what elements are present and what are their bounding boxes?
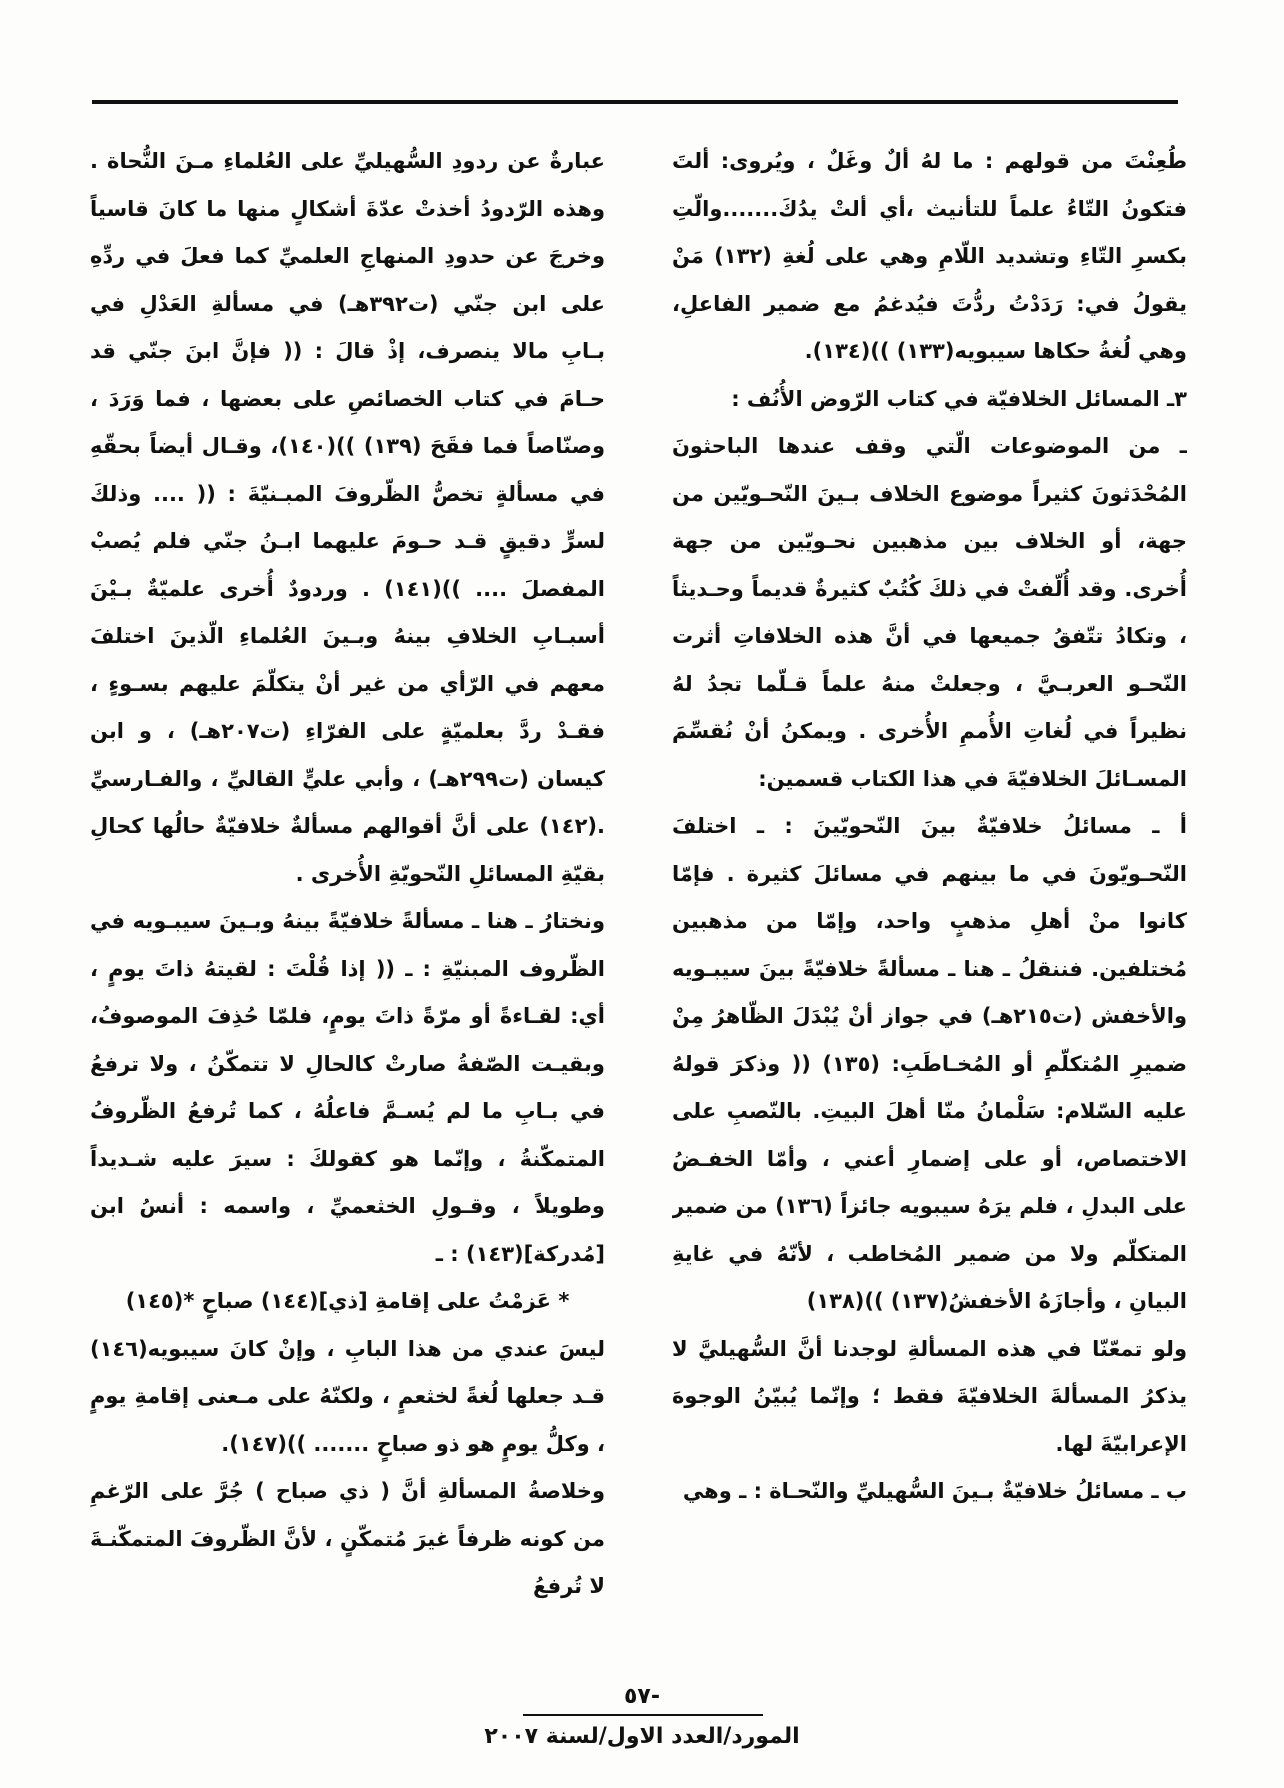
left-paragraph-2: ونختارُ ـ هنا ـ مسألةً خلافيّةً بينهُ وبـينَ سيبـويه في الظّروف المبنيّةِ : ـ (( إذا قُلْتَ : لقيتهُ ذاتَ يومٍ ، أي: لقـاءةً أو مرّةً ذاتَ يومٍ، فلمّا حُذِفَ الموصوفُ، وبقيـت الصّفةُ صارتْ كالحالِ لا تتمكّنُ ، ولا ترفعُ في بـابِ ما لم يُسـمَّ فاعلُهُ ، كما تُرفعُ الظّروفُ المتمكّنةُ ، وإنّما هو كقولكَ : سيرَ عليه شـديداً وطويلاً ، وقـولِ الخثعميِّ ، واسمه : أنسُ ابن [مُدركة](١٤٣) : ـ bbox=[90, 909, 605, 1266]
left-paragraph-3: ليسَ عندي من هذا البابِ ، وإنْ كانَ سيبويه(١٤٦) قـد جعلها لُغةً لخثعمٍ ، ولكنّهُ على مـعنى إقامةِ يومٍ ، وكلُّ يومٍ هو ذو صباحٍ ....... ))(١٤٧). bbox=[90, 1336, 605, 1456]
section-heading: ٣ـ المسائل الخلافيّة في كتاب الرّوض الأُنُف : bbox=[731, 386, 1187, 411]
verse-quote: * عَزمْتُ على إقامةِ [ذي](١٤٤) صباحٍ *(١٤٥) bbox=[125, 1289, 570, 1313]
top-rule bbox=[92, 100, 1178, 104]
right-paragraph-1: طُعِنْتَ من قولهم : ما لهُ ألٌ وغَلٌ ، ويُروى: ألتَ فتكونُ التّاءُ علماً للتأنيث ،أي ألتْ يدُكَ.......والّتِ بكسرِ التّاءِ وتشديد اللّامِ وهي على لُغةِ (١٣٢) مَنْ يقولُ في: رَدَدْتُ ردُّتَ فيُدغمُ مع ضمير الفاعلِ، وهي لُغةُ حكاها سيبويه(١٣٣) ))(١٣٤). bbox=[672, 149, 1187, 363]
journal-footer: المورد/العدد الاول/لسنة ٢٠٠٧ bbox=[484, 1724, 800, 1749]
left-paragraph-1: عبارةٌ عن ردودِ السُّهيليِّ على العُلماءِ مـنَ النُّحاة . وهذه الرّدودُ أخذتْ عدّةَ أشكالٍ منها ما كانَ قاسياً وخرجَ عن حدودِ المنهاجِ العلميِّ كما فعلَ في ردِّهِ على ابن جنّي (ت٣٩٢هـ) في مسألةِ العَدْلِ في بـابِ مالا ينصرف، إذْ قالَ : (( فإنَّ ابنَ جنّي قد حـامَ في كتاب الخصائصِ على بعضها ، فما وَرَدَ ، وصنّاصاً فما فقَحَ (١٣٩) ))(١٤٠)، وقـال أيضاً بحقّهِ في مسألةٍ تخصُّ الظّروفَ المبـنيّةَ : (( .... وذلكَ لسرٍّ دقيقٍ قـد حـومَ عليهما ابـنُ جنّي فلم يُصبْ المفصلَ .... ))(١٤١) . وردودٌ أُخرى علميّةٌ بـيْنَ أسبـابِ الخلافِ بينهُ وبـينَ العُلماءِ الّذينَ اختلفَ معهم في الرّأي من غير أنْ يتكلّمَ عليهم بسـوءٍ ، فقـدْ ردَّ بعلميّةٍ على الفرّاءِ (ت٢٠٧هـ) ، و ابن كيسان (ت٢٩٩هـ) ، وأبي عليٍّ القاليِّ ، والفـارسيِّ .(١٤٢) على أنَّ أقوالهم مسألةٌ خلافيّةٌ حالُها كحالِ بقيّةِ المسائلِ النّحويّةِ الأُخرى . bbox=[90, 149, 605, 886]
right-paragraph-2: ـ من الموضوعات الّتي وقف عندها الباحثونَ المُحْدَثونَ كثيراً موضوع الخلاف بـينَ النّحـويّين من جهة، أو الخلاف بين مذهبين نحـويّين من جهة أُخرى. وقد أُلّفتْ في ذلكَ كُتُبٌ كثيرةٌ قديماً وحـديثاً ، وتكادُ تتّفقُ جميعها في أنَّ هذه الخلافاتِ أثرت النّحـو العربـيَّ ، وجعلتْ منهُ علماً قـلّما تجدُ لهُ نظيراً في لُغاتِ الأُممِ الأُخرى . ويمكنُ أنْ نُقسِّمَ المسـائلَ الخلافيّةَ في هذا الكتاب قسمين: bbox=[672, 434, 1187, 791]
left-paragraph-4: وخلاصةُ المسألةِ أنَّ ( ذي صباح ) جُرَّ على الرّغمِ من كونه ظرفاً غيرَ مُتمكّنٍ ، لأنَّ الظّروفَ المتمكّنـةَ لا تُرفعُ bbox=[90, 1479, 605, 1598]
right-paragraph-5: ب ـ مسائلُ خلافيّةٌ بـينَ السُّهيليِّ والنّحـاة : ـ وهي bbox=[682, 1479, 1187, 1503]
left-column bbox=[90, 138, 605, 1668]
page-number: -٥٧ bbox=[624, 1684, 660, 1709]
right-column bbox=[672, 138, 1187, 1668]
right-paragraph-3: أ ـ مسائلُ خلافيّةٌ بينَ النّحويّينَ : ـ اختلفَ النّحـويّونَ في ما بينهم في مسائلَ كثيرة . فإمّا كانوا منْ أهلِ مذهبٍ واحد، وإمّا من مذهبين مُختلفين. فننقلُ ـ هنا ـ مسألةً خلافيّةً بينَ سيبـويه والأخفش (ت٢١٥هـ) في جواز أنْ يُبْدَلَ الظّاهرُ مِنْ ضميرِ المُتكلّمِ أو المُخـاطَبِ: (١٣٥) (( وذكرَ قولهُ عليه السّلام: سَلْمانُ منّا أهلَ البيتِ. بالنّصبِ على الاختصاص، أو على إضمارِ أعني ، وأمّا الخفـضُ على البدلِ ، فلم يرَهُ سيبويه جائزاً (١٣٦) من ضمير المتكلّم ولا من ضمير المُخاطب ، لأنّهُ في غايةِ البيانِ ، وأجازَهُ الأخفشُ(١٣٧) ))(١٣٨) bbox=[672, 814, 1187, 1313]
right-paragraph-4: ولو تمعّنّا في هذه المسألةِ لوجدنا أنَّ السُّهيليَّ لا يذكرُ المسألةَ الخلافيّةَ فقط ؛ وإنّما يُبيّنُ الوجوهَ الإعرابيّةَ لها. bbox=[672, 1336, 1187, 1456]
bottom-rule bbox=[523, 1714, 763, 1716]
